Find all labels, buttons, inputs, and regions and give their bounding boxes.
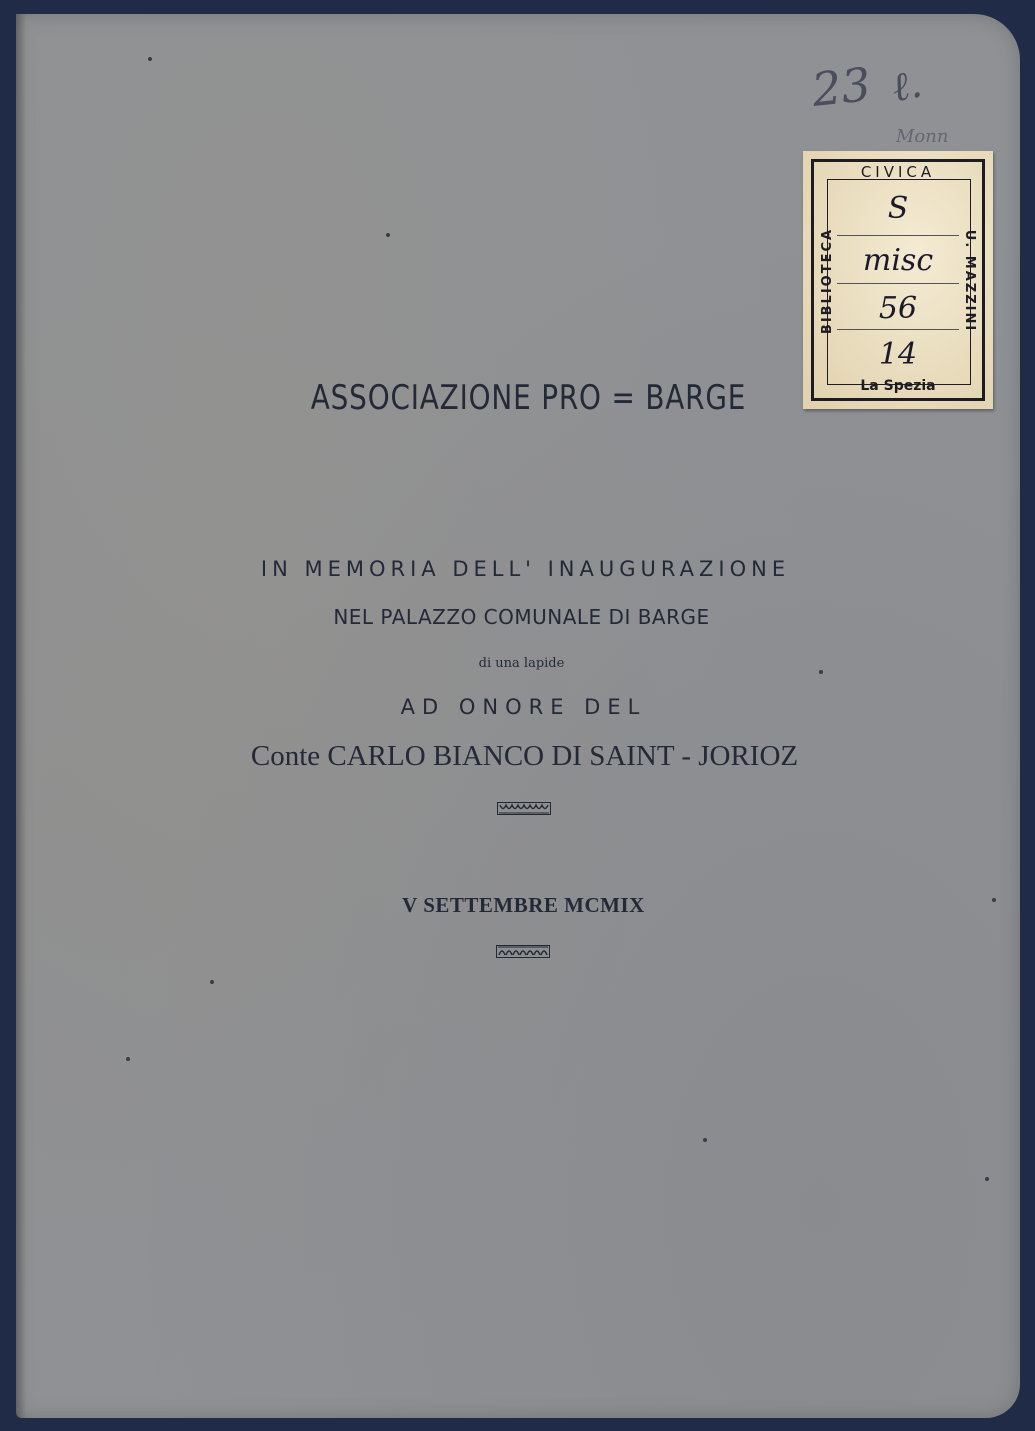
cover-line-conte: Conte CARLO BIANCO DI SAINT - JORIOZ xyxy=(250,740,799,772)
paper-speck xyxy=(126,1057,130,1061)
paper-speck xyxy=(992,898,996,902)
cover-line-palazzo: NEL PALAZZO COMUNALE DI BARGE xyxy=(333,605,710,629)
cover-date: V SETTEMBRE MCMIX xyxy=(402,893,645,917)
shelfmark-line-3: 56 xyxy=(878,291,918,326)
ornament-divider-icon xyxy=(497,802,551,815)
paper-speck xyxy=(985,1177,989,1181)
paper-speck xyxy=(148,57,152,61)
label-civica: CIVICA xyxy=(860,163,936,181)
shelfmark-line-1: S xyxy=(887,191,909,226)
paper-speck xyxy=(819,670,823,674)
pencil-number: 23 xyxy=(809,57,874,117)
shelfmark-line-2: misc xyxy=(862,243,934,278)
label-la-spezia: La Spezia xyxy=(860,378,936,394)
cover-line-onore: AD ONORE DEL xyxy=(400,695,647,719)
paper-speck xyxy=(386,233,390,237)
label-rule xyxy=(837,235,959,236)
pencil-signature: Monn xyxy=(896,126,949,147)
ornament-divider-icon xyxy=(496,945,550,958)
label-rule xyxy=(837,283,959,284)
library-label xyxy=(803,151,993,409)
pencil-mark: ℓ. xyxy=(887,60,926,112)
label-mazzini: U. MAZZINI xyxy=(962,229,977,333)
cover-line-lapide: di una lapide xyxy=(478,656,565,671)
cover-line-memoria: IN MEMORIA DELL' INAUGURAZIONE xyxy=(260,557,791,581)
shelfmark-line-4: 14 xyxy=(878,337,918,372)
paper-speck xyxy=(210,980,214,984)
label-biblioteca: BIBLIOTECA xyxy=(820,227,835,335)
label-rule xyxy=(837,329,959,330)
paper-speck xyxy=(703,1138,707,1142)
cover-title: ASSOCIAZIONE PRO = BARGE xyxy=(310,378,747,418)
